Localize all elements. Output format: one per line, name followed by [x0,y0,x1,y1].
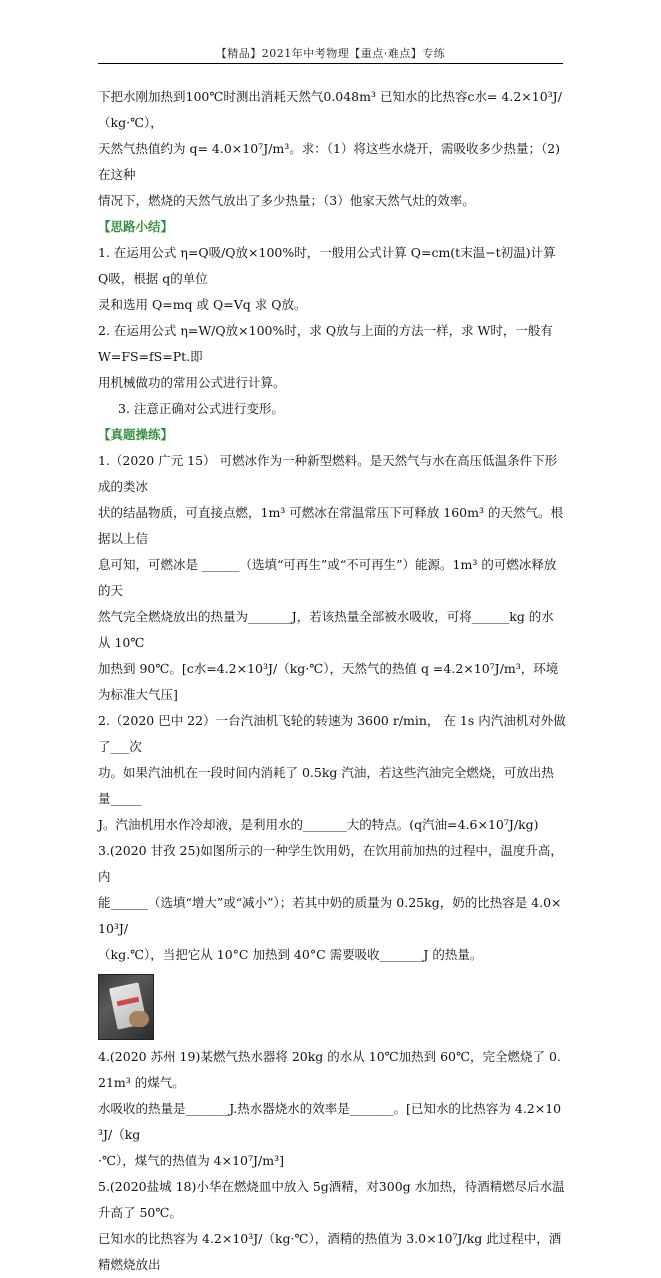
intro-line: 下把水刚加热到100℃时测出消耗天然气0.048m³ 已知水的比热容c水= 4.2×10³J/（kg·℃）， [98,89,562,130]
question-line: 3.(2020 甘孜 25)如图所示的一种学生饮用奶，在饮用前加热的过程中，温度升高，内 [98,843,563,884]
question-4 [98,1044,566,1174]
summary-item: 3. 注意正确对公式进行变形。 [118,401,284,416]
question-line: （kg.℃），当把它从 10°C 加热到 40°C 需要吸收_______J 的热量。 [98,947,483,962]
question-1 [98,448,566,708]
summary-item: 灵和选用 Q=mq 或 Q=Vq 求 Q放。 [98,297,307,312]
question-line: 功。如果汽油机在一段时间内消耗了 0.5kg 汽油，若这些汽油完全燃烧，可放出热量_____ [98,765,554,806]
question-5 [98,1174,566,1278]
practice-heading: 【真题操练】 [98,427,174,442]
page-header: 【精品】2021年中考物理【重点·难点】专练 [215,47,446,60]
question-line: 息可知，可燃冰是 ______（选填“可再生”或“不可再生”）能源。1m³ 的可燃冰释放的天 [98,557,557,598]
hand-shape [129,1011,149,1027]
intro-line: 情况下，燃烧的天然气放出了多少热量；（3）他家天然气灶的效率。 [98,193,475,208]
question-3 [98,838,566,1040]
question-line: 已知水的比热容为 4.2×10³J/（kg·℃），酒精的热值为 3.0×10⁷J/kg 此过程中，酒精燃烧放出 [98,1231,562,1272]
question-line: 1.（2020 广元 15） 可燃冰作为一种新型燃料。是天然气与水在高压低温条件下形成的类冰 [98,453,558,494]
question-line: 4.(2020 苏州 19)某燃气热水器将 20kg 的水从 10℃加热到 60℃，完全燃烧了 0.21m³ 的煤气。 [98,1049,561,1090]
summary-item: 2. 在运用公式 η=W/Q放×100%时，求 Q放与上面的方法一样，求 W时，一般有 W=FS=fS=Pt.即 [98,323,553,364]
question-line: 然气完全燃烧放出的热量为_______J，若该热量全部被水吸收，可将______kg 的水从 10℃ [98,609,554,650]
summary-heading: 【思路小结】 [98,219,174,234]
summary-item: 用机械做功的常用公式进行计算。 [98,375,286,390]
question-line: 状的结晶物质，可直接点燃，1m³ 可燃冰在常温常压下可释放 160m³ 的天然气。根据以上信 [98,505,563,546]
summary-item: 1. 在运用公式 η=Q吸/Q放×100%时，一般用公式计算 Q=cm(t末温−t初温)计算 Q吸，根据 q的单位 [98,245,556,286]
header-divider [98,63,563,64]
page-content [98,84,566,1278]
question-line: 5.(2020盐城 18)小华在燃烧皿中放入 5g酒精，对300g 水加热，待酒精燃尽后水温升高了 50℃。 [98,1179,565,1220]
question-line: 2.（2020 巴中 22）一台汽油机飞轮的转速为 3600 r/min， 在 1s 内汽油机对外做了___次 [98,713,566,754]
question-line: 水吸收的热量是_______J.热水器烧水的效率是_______。[已知水的比热容为 4.2×10³J/（kg [98,1101,562,1142]
question-line: 能______（选填“增大”或“减小”）；若其中奶的质量为 0.25kg，奶的比热容是 4.0×10³J/ [98,895,562,936]
question-2 [98,708,566,838]
intro-line: 天然气热值约为 q= 4.0×10⁷J/m³。求：（1）将这些水烧开，需吸收多少热量；（2)在这种 [98,141,561,182]
question-line: J。汽油机用水作冷却液，是利用水的_______大的特点。(q汽油=4.6×10⁷J/kg) [98,817,539,832]
question-line: ·℃），煤气的热值为 4×10⁷J/m³] [98,1153,284,1168]
milk-carton-photo [98,974,154,1040]
question-line: 加热到 90℃。[c水=4.2×10³J/（kg·℃），天然气的热值 q =4.2×10⁷J/m³，环境为标准大气压] [98,661,559,702]
